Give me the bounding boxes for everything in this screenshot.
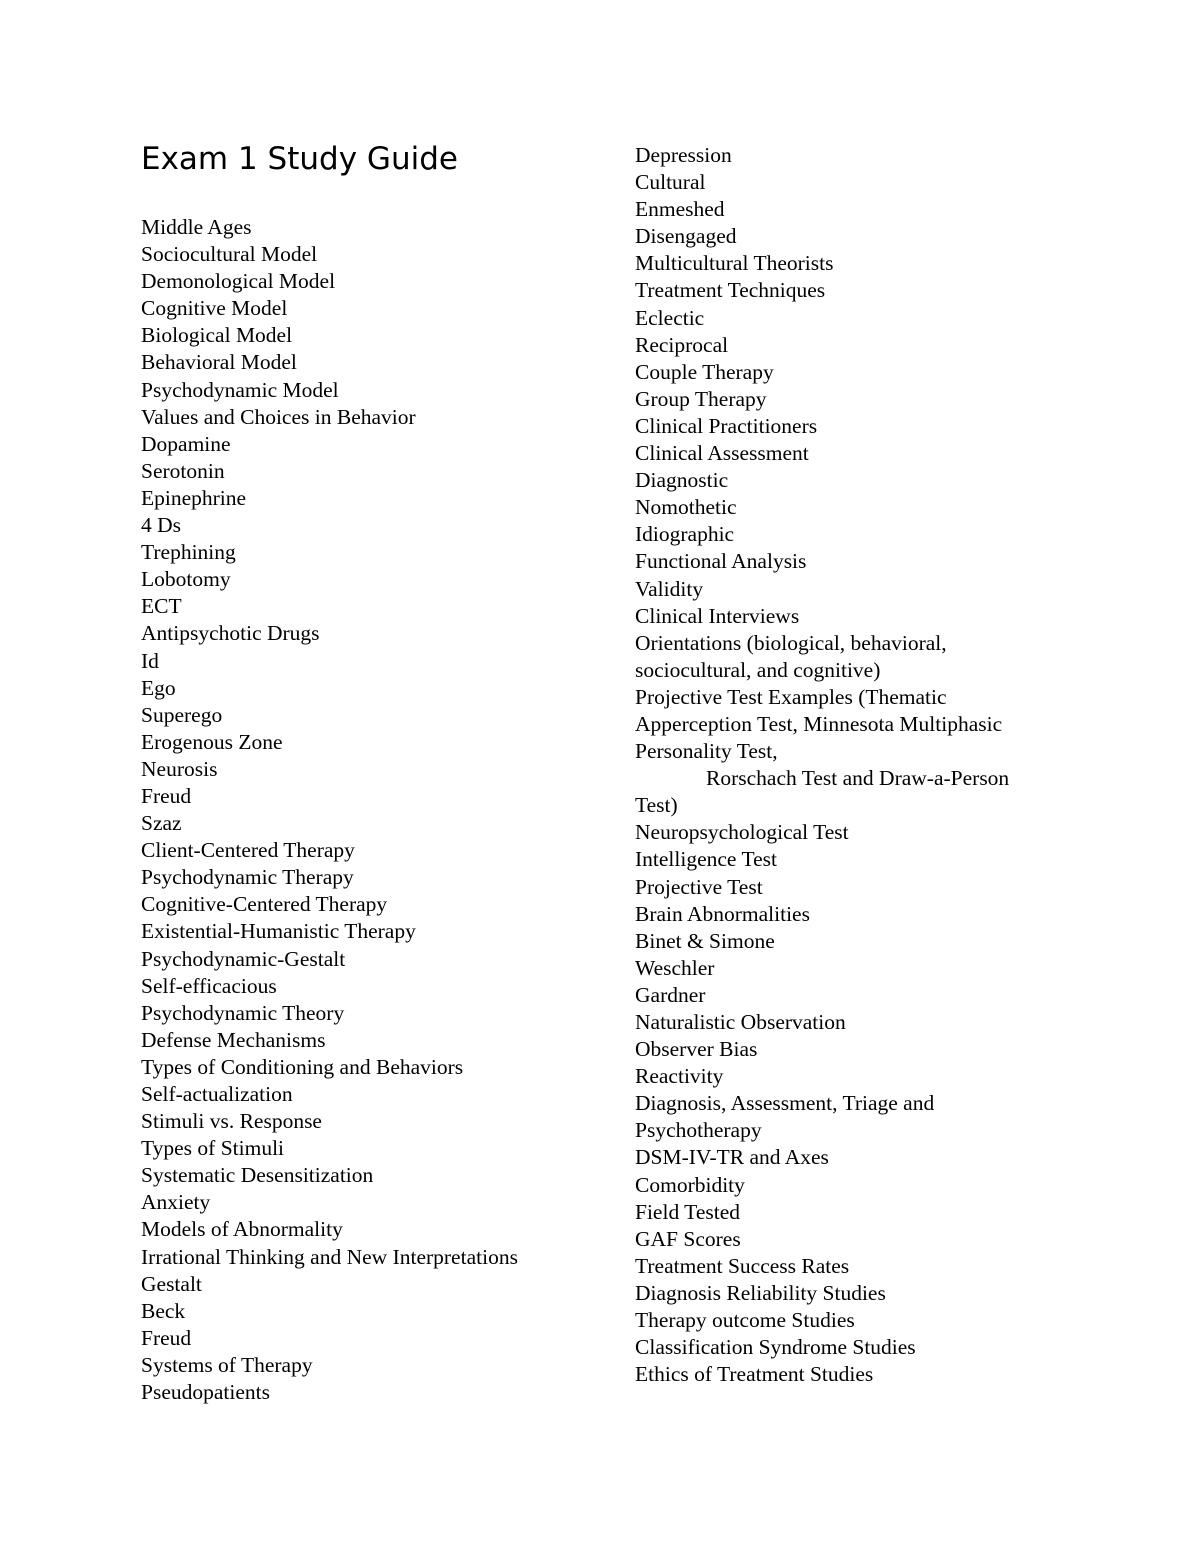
term-item: Apperception Test, Minnesota Multiphasic: [635, 711, 1003, 736]
term-item: Naturalistic Observation: [635, 1010, 846, 1034]
right-term-list: [635, 142, 1009, 1388]
term-item: Diagnosis Reliability Studies: [635, 1280, 886, 1305]
term-item: Projective Test: [635, 874, 763, 899]
term-item: Psychodynamic-Gestalt: [141, 946, 346, 971]
term-item: sociocultural, and cognitive): [635, 657, 881, 682]
term-item: Self-actualization: [141, 1082, 293, 1106]
term-item: Cognitive Model: [141, 296, 288, 321]
term-item: Demonological Model: [141, 269, 336, 294]
term-item: Serotonin: [141, 458, 225, 483]
term-item: Erogenous Zone: [141, 729, 283, 754]
term-item: Cognitive-Centered Therapy: [141, 892, 388, 917]
term-item: Superego: [141, 702, 223, 727]
term-item: Depression: [635, 143, 732, 167]
term-item: Biological Model: [141, 323, 293, 348]
term-item: Projective Test Examples (Thematic: [635, 684, 947, 709]
term-item: Intelligence Test: [635, 847, 777, 872]
term-item: Values and Choices in Behavior: [141, 404, 416, 429]
term-item: Defense Mechanisms: [141, 1027, 326, 1052]
term-item: Irrational Thinking and New Interpretations: [141, 1244, 518, 1269]
term-item: Neurosis: [141, 756, 218, 781]
term-item: Client-Centered Therapy: [141, 838, 355, 863]
term-item: Ego: [141, 675, 176, 700]
term-item: Rorschach Test and Draw-a-Person: [706, 766, 1010, 791]
term-item: Ethics of Treatment Studies: [635, 1362, 874, 1387]
term-item: Validity: [635, 576, 704, 601]
term-item: Pseudopatients: [141, 1380, 270, 1405]
term-item: Personality Test,: [635, 739, 778, 764]
term-item: DSM-IV-TR and Axes: [635, 1145, 829, 1170]
term-item: Freud: [141, 1325, 192, 1350]
term-item: Reactivity: [635, 1064, 724, 1089]
left-term-list: [141, 214, 518, 1406]
page-title: Exam 1 Study Guide: [141, 141, 458, 177]
term-item: Enmeshed: [635, 197, 725, 222]
term-item: Couple Therapy: [635, 359, 774, 384]
term-item: Classification Syndrome Studies: [635, 1335, 916, 1360]
term-item: Gardner: [635, 982, 706, 1007]
term-item: Psychodynamic Model: [141, 377, 339, 402]
term-item: Epinephrine: [141, 485, 247, 510]
term-item: Dopamine: [141, 431, 231, 456]
term-item: Field Tested: [635, 1199, 740, 1224]
term-item: Clinical Interviews: [635, 603, 800, 628]
term-item: Clinical Assessment: [635, 441, 809, 466]
term-item: Models of Abnormality: [141, 1217, 343, 1242]
term-item: Group Therapy: [635, 386, 767, 411]
term-item: Sociocultural Model: [141, 242, 318, 267]
term-item: Binet & Simone: [635, 928, 775, 953]
term-item: Systematic Desensitization: [141, 1163, 374, 1188]
term-item: Test): [635, 793, 678, 818]
term-item: Psychodynamic Therapy: [141, 865, 354, 890]
term-item: Therapy outcome Studies: [635, 1308, 855, 1333]
term-item: Neuropsychological Test: [635, 820, 849, 845]
term-item: Antipsychotic Drugs: [141, 621, 320, 646]
term-item: Psychotherapy: [635, 1118, 762, 1143]
term-item: Orientations (biological, behavioral,: [635, 630, 947, 655]
term-item: Types of Stimuli: [141, 1136, 285, 1161]
term-item: Middle Ages: [141, 215, 252, 239]
term-item: Treatment Success Rates: [635, 1253, 850, 1278]
term-item: 4 Ds: [141, 513, 182, 538]
term-item: Stimuli vs. Response: [141, 1109, 322, 1134]
term-item: Gestalt: [141, 1271, 202, 1296]
term-item: Functional Analysis: [635, 549, 807, 574]
term-item: Beck: [141, 1298, 186, 1323]
term-item: ECT: [141, 594, 182, 619]
term-item: Diagnostic: [635, 468, 729, 493]
term-item: GAF Scores: [635, 1226, 741, 1251]
term-item: Reciprocal: [635, 332, 729, 357]
term-item: Brain Abnormalities: [635, 901, 810, 926]
term-item: Diagnosis, Assessment, Triage and: [635, 1091, 935, 1116]
term-item: Comorbidity: [635, 1172, 745, 1197]
term-item: Freud: [141, 783, 192, 808]
term-item: Types of Conditioning and Behaviors: [141, 1054, 464, 1079]
term-item: Cultural: [635, 170, 706, 195]
term-item: Weschler: [635, 955, 715, 980]
term-item: Multicultural Theorists: [635, 251, 834, 276]
term-item: Disengaged: [635, 224, 737, 249]
term-item: Anxiety: [141, 1190, 211, 1215]
term-item: Self-efficacious: [141, 973, 277, 998]
term-item: Observer Bias: [635, 1037, 758, 1062]
term-item: Nomothetic: [635, 495, 737, 520]
term-item: Id: [141, 648, 159, 673]
term-item: Idiographic: [635, 522, 735, 547]
term-item: Systems of Therapy: [141, 1352, 313, 1377]
term-item: Existential-Humanistic Therapy: [141, 919, 416, 944]
term-item: Szaz: [141, 811, 182, 836]
term-item: Eclectic: [635, 305, 705, 330]
term-item: Behavioral Model: [141, 350, 297, 375]
term-item: Psychodynamic Theory: [141, 1000, 345, 1025]
term-item: Trephining: [141, 540, 236, 565]
term-item: Lobotomy: [141, 567, 231, 592]
term-item: Treatment Techniques: [635, 278, 826, 303]
term-item: Clinical Practitioners: [635, 413, 818, 438]
